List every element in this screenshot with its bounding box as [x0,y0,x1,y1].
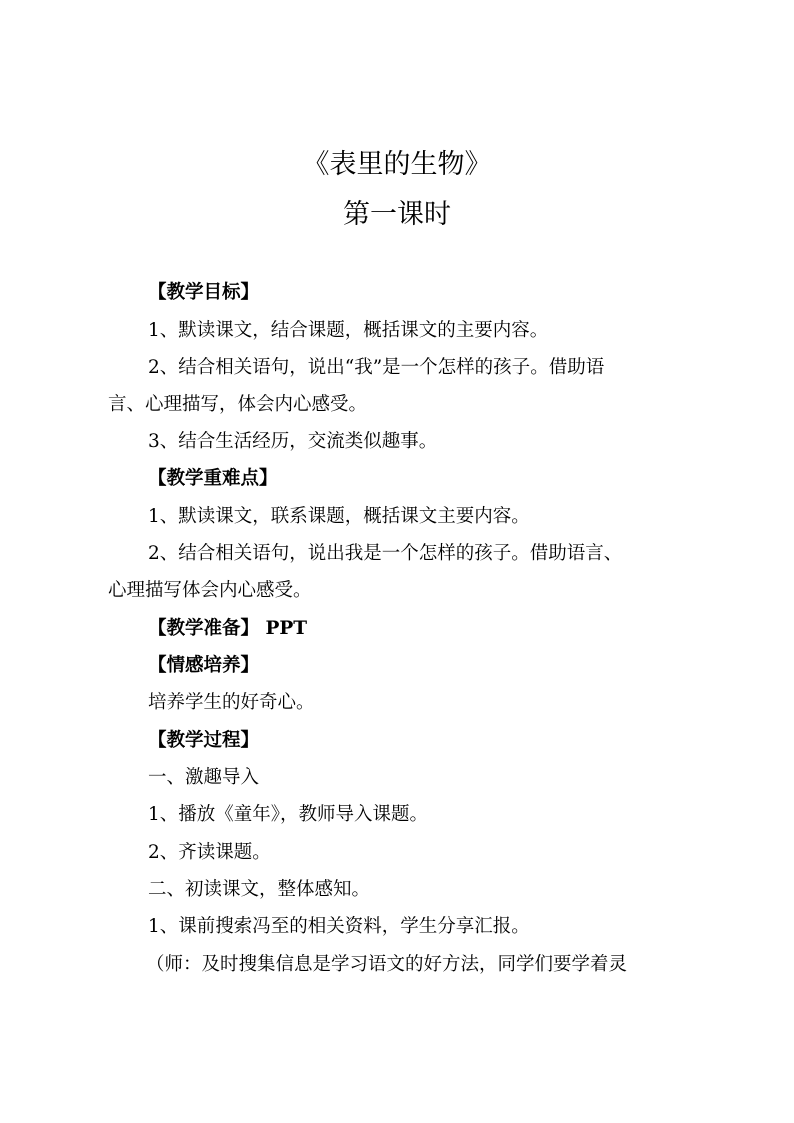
process-step-2-heading: 二、初读课文，整体感知。 [148,879,371,900]
process-step-1-item-2: 2、齐读课题。 [148,842,271,863]
process-step-1-heading: 一、激趣导入 [148,767,260,788]
document-title: 《表里的生物》 [302,149,492,180]
section-heading-preparation: 【教学准备】 PPT [148,618,308,639]
emotion-text: 培养学生的好奇心。 [148,692,315,713]
key-point-item-1: 1、默读课文，联系课题，概括课文主要内容。 [148,506,530,527]
key-point-item-2-continued: 心理描写体会内心感受。 [108,580,312,601]
teacher-note: （师：及时搜集信息是学习语文的好方法，同学们要学着灵 [146,954,628,975]
objective-item-3: 3、结合生活经历，交流类似趣事。 [148,431,438,452]
document-subtitle: 第一课时 [343,199,451,230]
process-step-2-item-1: 1、课前搜索冯至的相关资料，学生分享汇报。 [148,916,530,937]
objective-item-2-continued: 言、心理描写，体会内心感受。 [108,394,368,415]
section-heading-key-points: 【教学重难点】 [148,468,278,489]
section-heading-emotion: 【情感培养】 [148,655,260,676]
objective-item-1: 1、默读课文，结合课题，概括课文的主要内容。 [148,320,549,341]
section-heading-objectives: 【教学目标】 [148,282,260,303]
key-point-item-2: 2、结合相关语句，说出我是一个怎样的孩子。借助语言、 [148,543,623,564]
section-heading-process: 【教学过程】 [148,730,260,751]
process-step-1-item-1: 1、播放《童年》，教师导入课题。 [148,804,429,825]
objective-item-2: 2、结合相关语句，说出“我”是一个怎样的孩子。借助语 [148,357,605,378]
